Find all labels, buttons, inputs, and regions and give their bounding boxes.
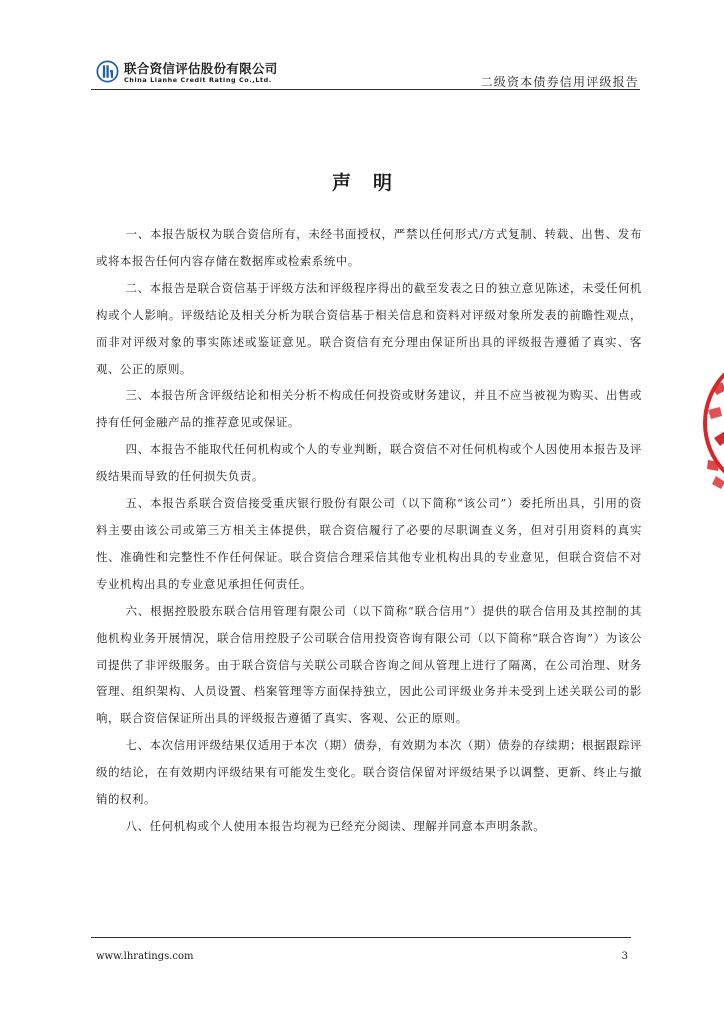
company-seal-stamp <box>700 348 724 498</box>
statement-paragraph-7: 七、本次信用评级结果仅适用于本次（期）债券，有效期为本次（期）债券的存续期；根据跟踪评级的结论，在有效期内评级结果有可能发生变化。联合资信保留对评级结果予以调整、更新、终止与撤销的权利。 <box>96 738 642 807</box>
lianhe-logo-icon <box>96 60 119 83</box>
statement-title: 声明 <box>331 172 414 194</box>
statement-paragraph-5: 五、本报告系联合资信接受重庆银行股份有限公司（以下简称“该公司”）委托所出具，引用的资料主要由该公司或第三方相关主体提供，联合资信履行了必要的尽职调查义务，但对引用资料的真实性、准确性和完整性不作任何保证。联合资信合理采信其他专业机构出具的专业意见，但联合资信不对专业机构出具的专业意见承担任何责任。 <box>96 496 642 591</box>
company-name-en: China Lianhe Credit Rating Co.,Ltd. <box>124 76 272 84</box>
statement-paragraph-8: 八、任何机构或个人使用本报告均视为已经充分阅读、理解并同意本声明条款。 <box>125 818 546 833</box>
statement-paragraph-4: 四、本报告不能取代任何机构或个人的专业判断，联合资信不对任何机构或个人因使用本报告及评级结果而导致的任何损失负责。 <box>96 442 642 484</box>
header-divider <box>91 89 640 90</box>
statement-paragraph-6: 六、根据控股股东联合信用管理有限公司（以下简称“联合信用”）提供的联合信用及其控制的其他机构业务开展情况，联合信用控股子公司联合信用投资咨询有限公司（以下简称“联合咨询”）为该公司提供了非评级服务。由于联合资信与关联公司联合咨询之间从管理上进行了隔离，在公司治理、财务管理、组织架构、人员设置、档案管理等方面保持独立，因此公司评级业务并未受到上述关联公司的影响，联合资信保证所出具的评级报告遵循了真实、客观、公正的原则。 <box>96 603 642 726</box>
statement-body <box>96 221 642 840</box>
statement-paragraph-2: 二、本报告是联合资信基于评级方法和评级程序得出的截至发表之日的独立意见陈述，未受任何机构或个人影响。评级结论及相关分析为联合资信基于相关信息和资料对评级对象所发表的前瞻性观点，而非对评级对象的事实陈述或鉴证意见。联合资信有充分理由保证所出具的评级报告遵循了真实、客观、公正的原则。 <box>96 280 642 376</box>
company-name-cn: 联合资信评估股份有限公司 <box>124 61 278 76</box>
report-type-title: 二级资本债券信用评级报告 <box>480 75 639 89</box>
statement-paragraph-1: 一、本报告版权为联合资信所有，未经书面授权，严禁以任何形式/方式复制、转载、出售、发布或将本报告任何内容存储在数据库或检索系统中。 <box>96 227 642 268</box>
footer-divider <box>91 937 631 938</box>
page-number: 3 <box>621 951 628 962</box>
footer-url: www.lhratings.com <box>96 951 194 962</box>
statement-paragraph-3: 三、本报告所含评级结论和相关分析不构成任何投资或财务建议，并且不应当被视为购买、出售或持有任何金融产品的推荐意见或保证。 <box>96 388 642 430</box>
